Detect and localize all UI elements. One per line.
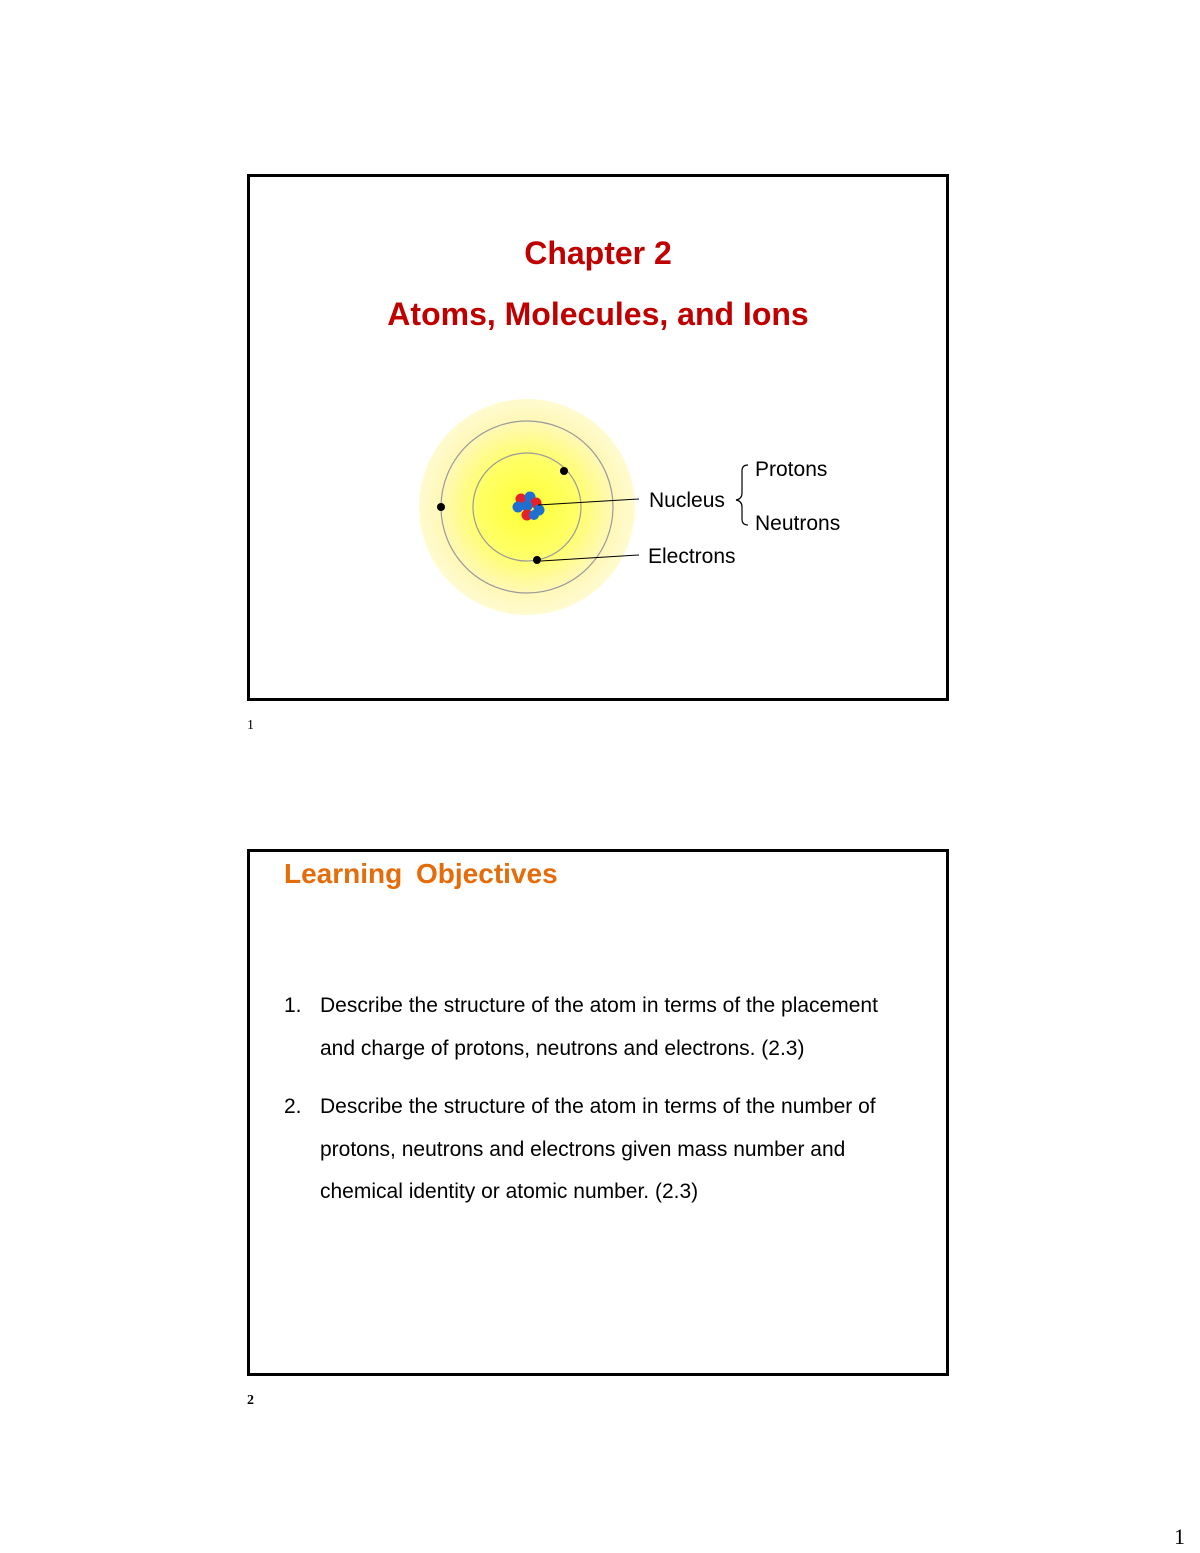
slide-number: 1 <box>247 718 254 733</box>
objective-text: Describe the structure of the atom in terms of the placement and charge of protons, neutrons and electrons. (2.3) <box>320 994 878 1060</box>
slide-number: 2 <box>247 1393 254 1408</box>
page-number: 1 <box>1174 1524 1185 1549</box>
slide-2 <box>247 849 949 1376</box>
atom-diagram <box>410 399 870 619</box>
nucleus-label: Nucleus <box>649 489 725 512</box>
objective-item <box>284 1086 904 1214</box>
objective-text: Describe the structure of the atom in terms of the number of protons, neutrons and electrons given mass number and chemical identity or atomic number. (2.3) <box>320 1095 876 1203</box>
slide-1 <box>247 174 949 701</box>
objectives-heading: Learning Objectives <box>284 858 558 889</box>
objective-number: 1. <box>284 994 302 1017</box>
objective-item <box>284 985 904 1070</box>
electron-dot <box>533 556 541 564</box>
electron-dot <box>437 503 445 511</box>
brace-icon <box>736 465 748 525</box>
neutrons-label: Neutrons <box>755 512 841 535</box>
electrons-label: Electrons <box>648 545 736 568</box>
electron-dot <box>560 467 568 475</box>
chapter-subtitle: Atoms, Molecules, and Ions <box>387 296 809 332</box>
protons-label: Protons <box>755 458 828 481</box>
objective-number: 2. <box>284 1095 302 1118</box>
chapter-title: Chapter 2 <box>524 235 672 271</box>
objectives-list <box>284 985 904 1230</box>
